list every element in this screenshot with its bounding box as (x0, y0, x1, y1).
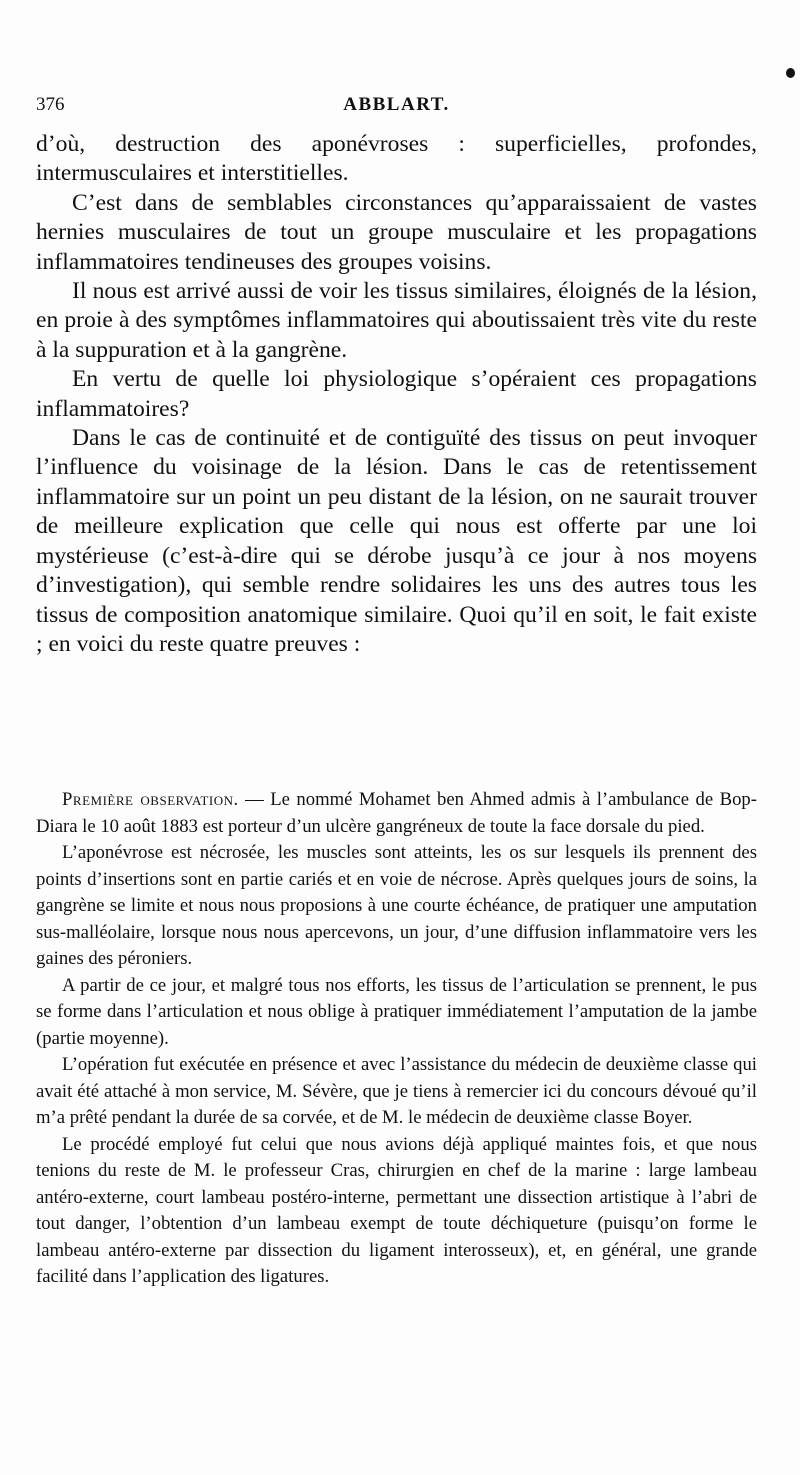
observation-paragraph: L’opération fut exécutée en présence et avec l’assistance du médecin de deuxième classe qui avait été attaché à mon service, M. Sévère, que je tiens à remercier ici du concours dévoué qu’il m’a prêté pendant la durée de sa corvée, et de M. le médecin de deuxième classe Boyer. (36, 1054, 757, 1128)
running-title: ABBLART. (343, 94, 450, 115)
main-text (36, 130, 757, 659)
observation-intro-text: — Le nommé Mohamet ben Ahmed admis à l’ambulance de Bop-Diara le 10 août 1883 est porteur d’un ulcère gangréneux de toute la face dorsale du pied. (36, 789, 757, 837)
observation-paragraph: L’aponévrose est nécrosée, les muscles sont atteints, les os sur lesquels ils prennent des points d’insertions sont en partie cariés et en voie de nécrose. Après quelques jours de soins, la gangrène se limite et nous nous proposions à une courte échéance, de pratiquer une amputation sus-malléolaire, lorsque nous nous apercevons, un jour, d’une diffusion inflammatoire vers les gaines des péroniers. (36, 842, 757, 969)
paragraph: d’où, destruction des aponévroses : superficielles, profondes, intermusculaires et interstitielles. (36, 131, 757, 187)
paragraph: Il nous est arrivé aussi de voir les tissus similaires, éloignés de la lésion, en proie à des symptômes inflammatoires qui aboutissaient très vite du reste à la suppuration et à la gangrène. (36, 278, 757, 363)
observation-section (36, 787, 757, 1291)
observation-intro (36, 787, 757, 840)
paragraph: C’est dans de semblables circonstances qu’apparaissaient de vastes hernies musculaires de tout un groupe musculaire et les propagations inflammatoires tendineuses des groupes voisins. (36, 189, 757, 275)
observation-paragraph: Le procédé employé fut celui que nous avions déjà appliqué maintes fois, et que nous tenions du reste de M. le professeur Cras, chirurgien en chef de la marine : large lambeau antéro-externe, court lambeau postéro-interne, permettant une dissection artistique à l’abri de tout danger, l’obtention d’un lambeau exempt de toute déchiqueture (puisqu’on forme le lambeau antéro-externe par dissection du ligament interosseux), et, en général, une grande facilité dans l’application des ligatures. (36, 1133, 757, 1287)
ink-dot (786, 68, 795, 78)
page-header (36, 94, 757, 120)
page-number: 376 (36, 94, 65, 115)
observation-heading: Première observation. (62, 789, 239, 810)
observation-paragraph: A partir de ce jour, et malgré tous nos efforts, les tissus de l’articulation se prennent, le pus se forme dans l’articulation et nous oblige à pratiquer immédiatement l’amputation de la jambe (partie moyenne). (36, 974, 757, 1049)
paragraph: Dans le cas de continuité et de contiguïté des tissus on peut invoquer l’influence du voisinage de la lésion. Dans le cas de retentissement inflammatoire sur un point un peu distant de la lésion, on ne saurait trouver de meilleure explication que celle qui nous est offerte par une loi mystérieuse (c’est-à-dire qui se dérobe jusqu’à ce jour à nos moyens d’investigation), qui semble rendre solidaires les uns des autres tous les tissus de composition anatomique similaire. Quoi qu’il en soit, le fait existe ; en voici du reste quatre preuves : (36, 425, 757, 657)
paragraph: En vertu de quelle loi physiologique s’opéraient ces propagations inflammatoires? (36, 366, 757, 422)
